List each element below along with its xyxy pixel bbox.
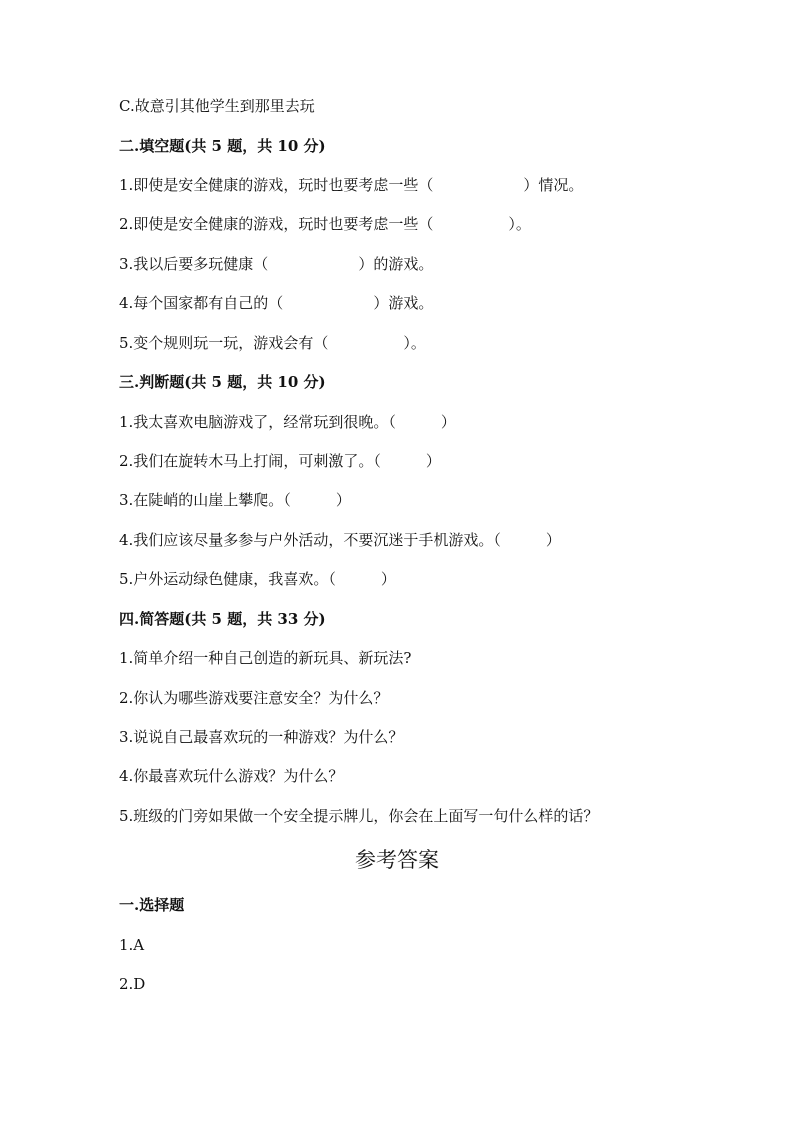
- answer-key-title: 参考答案: [355, 848, 439, 872]
- true-false-question-4: 4.我们应该尽量多参与户外活动，不要沉迷于手机游戏。（ ）: [119, 531, 561, 549]
- section-heading-true-false: 三.判断题(共 5 题，共 10 分): [119, 373, 326, 391]
- answer-item-2: 2.D: [119, 975, 146, 993]
- short-answer-question-5: 5.班级的门旁如果做一个安全提示牌儿，你会在上面写一句什么样的话？: [119, 807, 599, 825]
- true-false-question-2: 2.我们在旋转木马上打闹，可刺激了。（ ）: [119, 452, 441, 470]
- fill-in-question-5: 5.变个规则玩一玩，游戏会有（ ）。: [119, 334, 426, 352]
- true-false-question-1: 1.我太喜欢电脑游戏了，经常玩到很晚。（ ）: [119, 413, 456, 431]
- section-heading-short-answer: 四.简答题(共 5 题，共 33 分): [119, 610, 326, 628]
- short-answer-question-3: 3.说说自己最喜欢玩的一种游戏？为什么？: [119, 728, 404, 746]
- true-false-question-3: 3.在陡峭的山崖上攀爬。（ ）: [119, 491, 351, 509]
- fill-in-question-4: 4.每个国家都有自己的（ ）游戏。: [119, 294, 434, 312]
- answer-item-1: 1.A: [119, 936, 145, 954]
- fill-in-question-3: 3.我以后要多玩健康（ ）的游戏。: [119, 255, 434, 273]
- question-option-c: C.故意引其他学生到那里去玩: [119, 97, 315, 115]
- fill-in-question-1: 1.即使是安全健康的游戏，玩时也要考虑一些（ ）情况。: [119, 176, 584, 194]
- answer-section-heading-choice: 一.选择题: [119, 896, 185, 914]
- short-answer-question-4: 4.你最喜欢玩什么游戏？为什么？: [119, 767, 344, 785]
- short-answer-question-2: 2.你认为哪些游戏要注意安全？为什么？: [119, 689, 389, 707]
- section-heading-fill-in: 二.填空题(共 5 题，共 10 分): [119, 137, 326, 155]
- short-answer-question-1: 1.简单介绍一种自己创造的新玩具、新玩法?: [119, 649, 412, 667]
- fill-in-question-2: 2.即使是安全健康的游戏，玩时也要考虑一些（ ）。: [119, 215, 531, 233]
- true-false-question-5: 5.户外运动绿色健康，我喜欢。（ ）: [119, 570, 396, 588]
